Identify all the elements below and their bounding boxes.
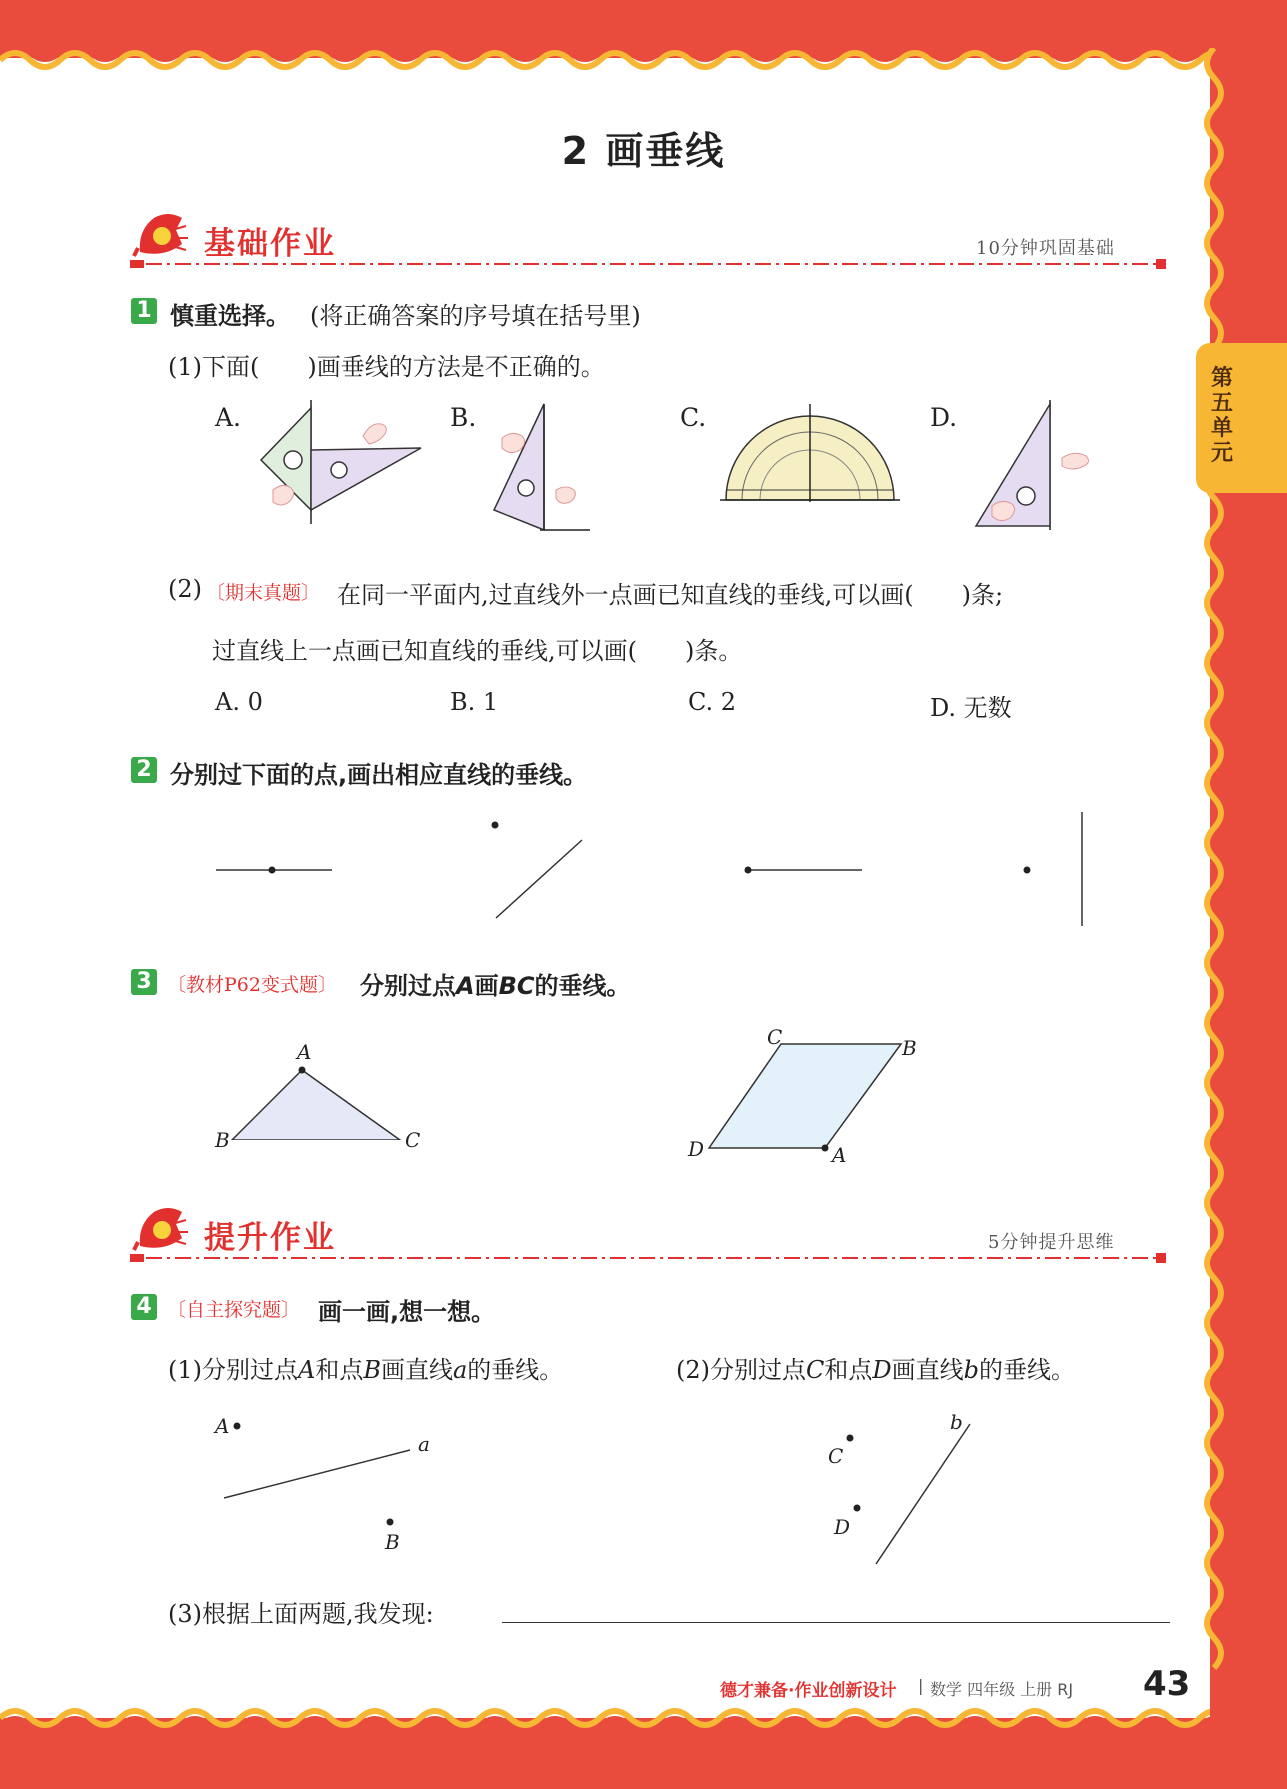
unit-side-tab-label: 第五单元 — [1210, 366, 1233, 466]
section-basic-divider — [130, 258, 1170, 270]
q4-part1-post: 的垂线。 — [467, 1356, 564, 1384]
question-number-3: 3 — [131, 969, 157, 995]
q1-option-a-figure[interactable] — [255, 398, 425, 528]
q1-part1: (1)下面( )画垂线的方法是不正确的。 — [168, 353, 605, 381]
q4-part2-point-c: C — [806, 1356, 825, 1384]
q1-option-c-protractor[interactable] — [720, 402, 900, 506]
q3-parallelogram[interactable] — [705, 1040, 905, 1152]
q1-option-b-figure[interactable] — [488, 398, 598, 534]
q1-option-a-label: A. — [215, 403, 242, 432]
q4-title: 画一画,想一想。 — [318, 1298, 496, 1326]
q4-tag: 〔自主探究题〕 — [167, 1299, 301, 1321]
q4-part1-pre: (1)分别过点 — [168, 1356, 298, 1384]
q1-part2-line1: 在同一平面内,过直线外一点画已知直线的垂线,可以画( )条; — [337, 581, 1004, 609]
q4-label-a: A — [215, 1414, 230, 1438]
page-number: 43 — [1143, 1664, 1191, 1704]
footer-separator: | — [918, 1676, 924, 1695]
q4-part2-line: b — [963, 1356, 979, 1384]
q4-part1 — [168, 1350, 563, 1385]
q4-part1-mid: 画直线 — [380, 1356, 453, 1384]
q3-parallelogram-label-b: B — [902, 1036, 917, 1060]
q3-triangle-label-a: A — [297, 1040, 312, 1064]
footer-brand: 德才兼备·作业创新设计 — [720, 1681, 897, 1701]
bell-icon — [130, 1202, 190, 1258]
q1-option-d-label: D. — [930, 403, 958, 432]
q1-option-b-label: B. — [450, 403, 477, 432]
footer-info: 数学 四年级 上册 RJ — [930, 1680, 1074, 1699]
q1-option-d-figure[interactable] — [970, 398, 1100, 534]
q3-triangle[interactable] — [230, 1060, 410, 1140]
q4-part2-and: 和点 — [824, 1356, 873, 1384]
q4-label-b: B — [385, 1530, 400, 1554]
q2-title: 分别过下面的点,画出相应直线的垂线。 — [170, 761, 588, 789]
q3-tag: 〔教材P62变式题〕 — [167, 974, 337, 996]
q4-part2-pre: (2)分别过点 — [676, 1356, 806, 1384]
q1-part2-option-a: A. 0 — [215, 688, 263, 716]
q1-part2-prefix: (2) — [168, 575, 202, 603]
q2-drawing-area[interactable] — [200, 800, 1100, 940]
q4-label-line-b: b — [950, 1410, 963, 1434]
q4-part1-point-b: B — [363, 1356, 381, 1384]
q3-title — [360, 966, 630, 1001]
top-wave-border — [0, 42, 1210, 78]
q3-title-point-a: A — [456, 972, 475, 1000]
right-wave-border — [1196, 48, 1232, 1728]
q3-title-line-bc: BC — [498, 972, 535, 1000]
q4-part3: (3)根据上面两题,我发现: — [168, 1600, 434, 1628]
bottom-wave-border — [0, 1700, 1210, 1736]
bell-icon — [130, 208, 190, 264]
q1-part2-option-c: C. 2 — [688, 688, 737, 716]
q3-title-post: 的垂线。 — [534, 972, 631, 1000]
q1-part2-option-d: D. 无数 — [930, 694, 1012, 722]
q4-part2-mid: 画直线 — [891, 1356, 964, 1384]
q4-label-c: C — [828, 1444, 844, 1468]
q1-part2-tag: 〔期末真题〕 — [206, 582, 321, 604]
q3-title-mid: 画 — [474, 972, 499, 1000]
section-advanced-note: 5分钟提升思维 — [988, 1232, 1115, 1253]
q4-part2-point-d: D — [872, 1356, 892, 1384]
q4-label-line-a: a — [418, 1432, 430, 1456]
q3-title-pre: 分别过点 — [360, 972, 456, 1000]
q4-part2 — [676, 1350, 1075, 1385]
q1-option-c-label: C. — [680, 403, 707, 432]
q3-parallelogram-label-c: C — [767, 1025, 783, 1049]
q4-part2-post: 的垂线。 — [979, 1356, 1075, 1384]
section-basic-title: 基础作业 — [204, 226, 336, 262]
q4-part1-line: a — [452, 1356, 468, 1384]
q1-hint: (将正确答案的序号填在括号里) — [310, 302, 641, 330]
q3-triangle-label-b: B — [215, 1128, 230, 1152]
q3-parallelogram-label-a: A — [832, 1143, 847, 1167]
question-number-1: 1 — [131, 298, 157, 324]
section-basic-note: 10分钟巩固基础 — [976, 238, 1115, 259]
q1-part2-line2: 过直线上一点画已知直线的垂线,可以画( )条。 — [212, 637, 743, 665]
q4-part2-drawing[interactable] — [820, 1420, 980, 1570]
q3-triangle-label-c: C — [405, 1128, 421, 1152]
q4-part1-drawing[interactable] — [200, 1400, 440, 1530]
question-number-2: 2 — [131, 757, 157, 783]
section-advanced-title: 提升作业 — [204, 1220, 336, 1256]
q3-parallelogram-label-d: D — [688, 1137, 705, 1161]
q4-part1-point-a: A — [298, 1356, 316, 1384]
question-number-4: 4 — [131, 1294, 157, 1320]
q4-answer-line[interactable] — [502, 1622, 1170, 1623]
q4-part1-and: 和点 — [315, 1356, 364, 1384]
q4-label-d: D — [834, 1515, 851, 1539]
q1-part2-option-b: B. 1 — [450, 688, 499, 716]
page-title: 2 画垂线 — [561, 129, 726, 173]
section-advanced-divider — [130, 1252, 1170, 1264]
q1-title: 慎重选择。 — [170, 302, 290, 330]
